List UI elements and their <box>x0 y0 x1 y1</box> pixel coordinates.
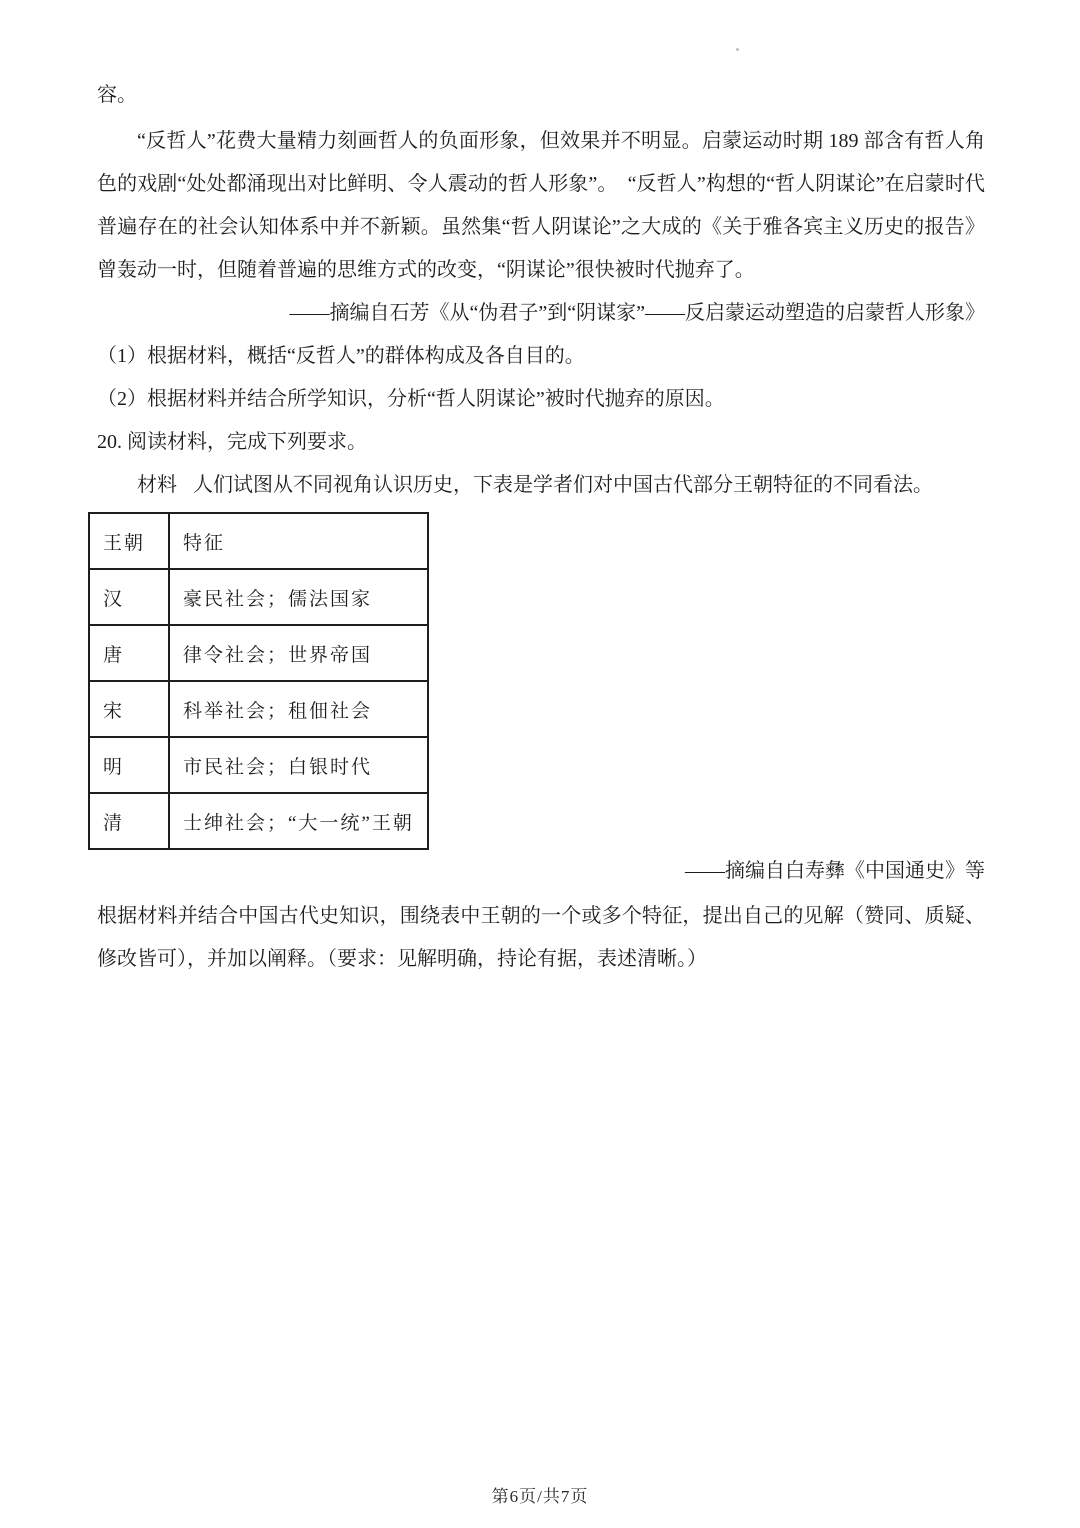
continuation-text: 容。 <box>97 84 137 106</box>
table-cell-dynasty: 唐 <box>89 625 169 681</box>
table-row <box>89 681 428 737</box>
table-header-feature: 特征 <box>169 513 428 569</box>
task-instructions: 根据材料并结合中国古代史知识，围绕表中王朝的一个或多个特征，提出自己的见解（赞同、质疑、修改皆可），并加以阐释。（要求：见解明确，持论有据，表述清晰。） <box>97 905 985 970</box>
table-cell-dynasty: 汉 <box>89 569 169 625</box>
question-20-heading: 20. 阅读材料，完成下列要求。 <box>97 431 367 453</box>
table-header-row <box>89 513 428 569</box>
table-row <box>89 737 428 793</box>
source-attribution-2: ——摘编自白寿彝《中国通史》等 <box>685 860 985 882</box>
table-cell-dynasty: 宋 <box>89 681 169 737</box>
scan-speck <box>736 48 739 51</box>
table-cell-feature: 市民社会；白银时代 <box>169 737 428 793</box>
question-2: （2）根据材料并结合所学知识，分析“哲人阴谋论”被时代抛弃的原因。 <box>97 388 725 410</box>
table-cell-dynasty: 明 <box>89 737 169 793</box>
table-row <box>89 793 428 849</box>
source-attribution-1: ——摘编自石芳《从“伪君子”到“阴谋家”——反启蒙运动塑造的启蒙哲人形象》 <box>289 302 985 324</box>
question-1: （1）根据材料，概括“反哲人”的群体构成及各自目的。 <box>97 345 585 367</box>
material-intro-line <box>97 464 985 507</box>
material-label: 材料 <box>137 474 177 496</box>
material-intro-text: 人们试图从不同视角认识历史，下表是学者们对中国古代部分王朝特征的不同看法。 <box>193 474 933 496</box>
table-cell-feature: 士绅社会；“大一统”王朝 <box>169 793 428 849</box>
material-paragraph: “反哲人”花费大量精力刻画哲人的负面形象，但效果并不明显。启蒙运动时期 189 部含有哲人角色的戏剧“处处都涌现出对比鲜明、令人震动的哲人形象”。 “反哲人”构想的“哲人阴谋论”在启蒙时代普遍存在的社会认知体系中并不新颖。虽然集“哲人阴谋论”之大成的《关于雅各宾主义历史的报告》曾轰动一时，但随着普遍的思维方式的改变，“阴谋论”很快被时代抛弃了。 <box>97 130 985 281</box>
table-cell-dynasty: 清 <box>89 793 169 849</box>
table-row <box>89 569 428 625</box>
table-row <box>89 625 428 681</box>
table-cell-feature: 科举社会；租佃社会 <box>169 681 428 737</box>
table-cell-feature: 豪民社会；儒法国家 <box>169 569 428 625</box>
dynasty-feature-table <box>88 512 429 850</box>
page-number: 第6页/共7页 <box>491 1487 589 1506</box>
table-cell-feature: 律令社会；世界帝国 <box>169 625 428 681</box>
table-header-dynasty: 王朝 <box>89 513 169 569</box>
